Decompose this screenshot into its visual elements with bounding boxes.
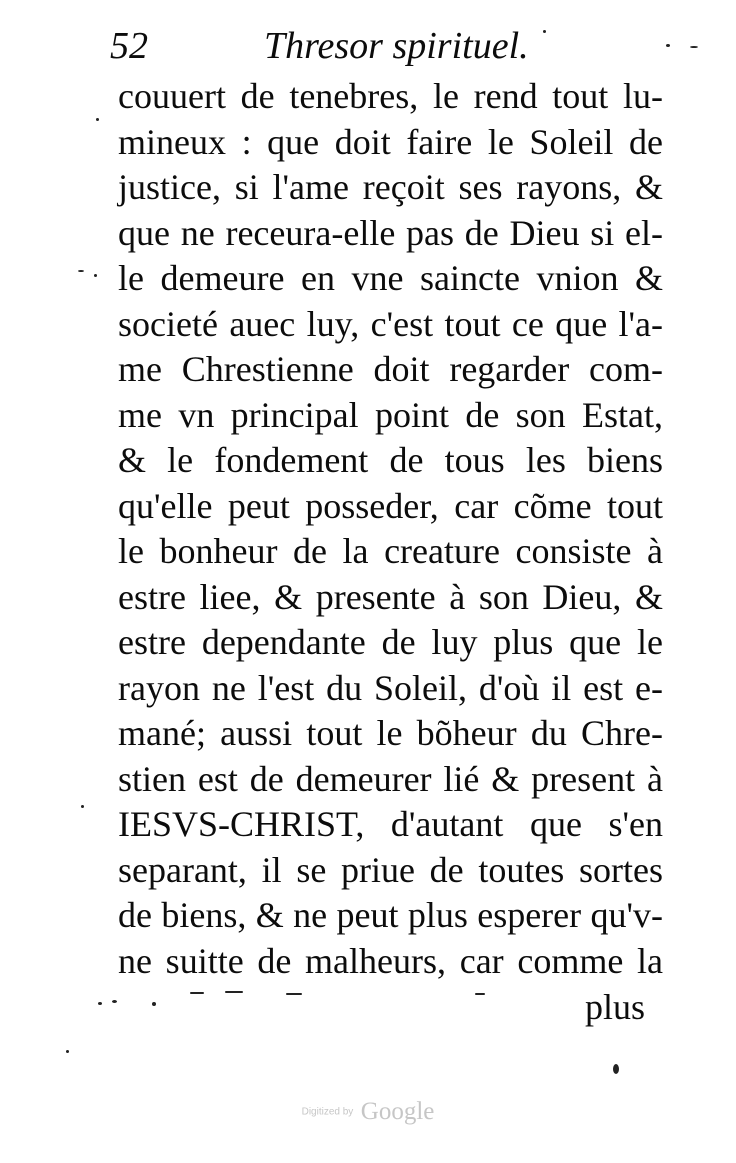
text-line: le bonheur de la creature consiste à <box>118 531 663 571</box>
text-line: IESVS-CHRIST, d'autant que s'en <box>118 804 663 844</box>
ink-speck <box>81 805 84 808</box>
ink-speck <box>66 1050 69 1053</box>
ink-speck <box>94 274 97 277</box>
text-line: me vn principal point de son Estat, <box>118 394 663 435</box>
ink-speck <box>286 993 302 995</box>
text-line: stien est de demeurer lié & present à <box>118 758 663 799</box>
ink-speck <box>98 1002 102 1005</box>
ink-speck <box>666 44 670 47</box>
page-header <box>110 22 670 70</box>
catchword: plus <box>584 987 645 1027</box>
ink-speck <box>475 993 485 995</box>
running-title: Thresor spirituel. <box>264 25 529 67</box>
text-line: societé auec luy, c'est tout ce que l'a- <box>118 303 663 344</box>
text-line: rayon ne l'est du Soleil, d'où il est e- <box>118 667 663 708</box>
text-line: & le fondement de tous les biens <box>118 440 663 480</box>
ink-speck <box>690 46 698 48</box>
text-line: qu'elle peut posseder, car cõme tout <box>118 485 663 526</box>
ink-speck <box>112 1000 117 1003</box>
digitized-by-label: Digitized by <box>301 1106 354 1118</box>
body-text <box>118 74 663 984</box>
text-line: me Chrestienne doit regarder com- <box>118 349 663 389</box>
ink-speck <box>543 30 546 33</box>
text-line: mineux : que doit faire le Soleil de <box>118 121 663 162</box>
ink-speck <box>96 118 99 121</box>
text-line: le demeure en vne saincte vnion & <box>118 258 663 298</box>
text-line: de biens, & ne peut plus esperer qu'v- <box>118 895 663 935</box>
text-line: que ne receura-elle pas de Dieu si el- <box>118 212 663 253</box>
text-line: ne suitte de malheurs, car comme la <box>118 940 663 981</box>
digitized-by-footer <box>0 1098 736 1126</box>
ink-speck <box>78 270 84 272</box>
text-line: justice, si l'ame reçoit ses rayons, & <box>118 167 663 207</box>
text-line: estre dependante de luy plus que le <box>118 622 663 662</box>
google-logo: Google <box>360 1098 435 1125</box>
ink-speck <box>152 1002 156 1006</box>
text-line: mané; aussi tout le bõheur du Chre- <box>118 713 663 753</box>
page-number: 52 <box>110 25 148 67</box>
ink-speck <box>613 1064 619 1074</box>
text-line: separant, il se priue de toutes sortes <box>118 849 663 890</box>
ink-speck <box>225 991 243 993</box>
text-line: estre liee, & presente à son Dieu, & <box>118 576 663 617</box>
ink-speck <box>190 992 204 994</box>
text-line: couuert de tenebres, le rend tout lu- <box>118 76 663 116</box>
catchword-row <box>118 984 645 1030</box>
